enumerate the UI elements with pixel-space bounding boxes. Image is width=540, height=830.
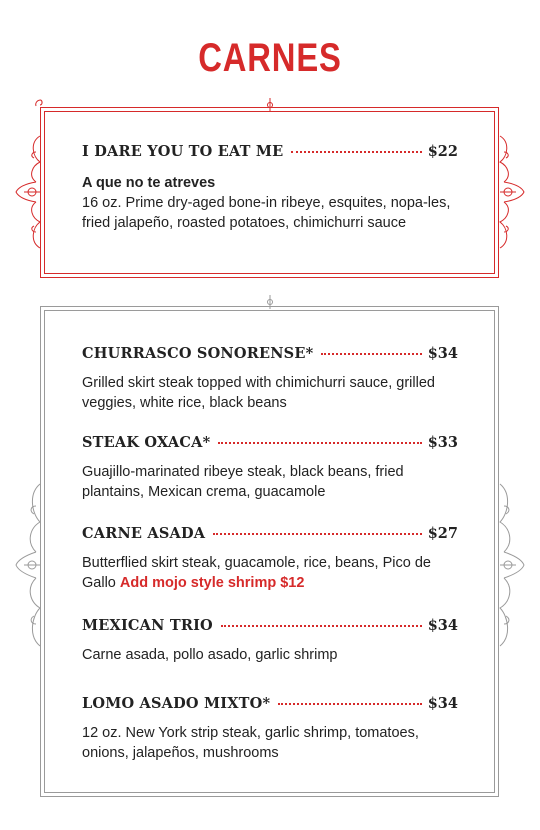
menu-item [82,434,458,502]
item-description: Carne asada, pollo asado, garlic shrimp [82,647,338,663]
item-header [82,617,458,639]
dot-leader [213,533,422,535]
item-name: LOMO ASADO MIXTO* [82,695,271,712]
item-description: 12 oz. New York strip steak, garlic shrimp, tomatoes, onions, jalapeños, mushrooms [82,725,419,761]
menu-item [82,617,458,665]
item-description: 16 oz. Prime dry-aged bone-in ribeye, esquites, nopa-les, fried jalapeño, roasted potatoes, chimichurri sauce [82,195,451,231]
item-name: CHURRASCO SONORENSE* [82,345,314,362]
menu-item [82,345,458,413]
item-description: Grilled skirt steak topped with chimichurri sauce, grilled veggies, white rice, black beans [82,375,435,411]
dot-leader [218,442,421,444]
addon-offer: Add mojo style shrimp $12 [119,575,305,591]
dot-leader [321,353,421,355]
item-header [82,434,458,456]
menu-item [82,525,458,593]
item-description-text: Butterflied skirt steak, guacamole, rice, beans, Pico de Gallo [82,555,431,591]
item-price: $34 [427,345,458,362]
scroll-flourish-icon [10,132,44,252]
scroll-flourish-icon [262,97,278,113]
featured-item [82,143,458,233]
item-name: I DARE YOU TO EAT ME [82,143,284,160]
item-price: $27 [427,525,458,542]
page-title: CARNES [198,36,342,80]
menu-item [82,695,458,763]
scroll-flourish-icon [33,98,49,114]
dot-leader [278,703,421,705]
item-price: $34 [427,695,458,712]
item-price: $33 [427,434,458,451]
item-header [82,695,458,717]
item-name: CARNE ASADA [82,525,206,542]
scroll-flourish-icon [496,132,530,252]
item-description: Guajillo-marinated ribeye steak, black beans, fried plantains, Mexican crema, guacamole [82,464,404,500]
item-name: STEAK OXACA* [82,434,211,451]
item-price: $22 [427,143,458,160]
item-description [82,553,458,593]
item-header [82,143,458,165]
scroll-flourish-icon [10,480,44,650]
item-name: MEXICAN TRIO [82,617,213,634]
item-subtitle: A que no te atreves [82,175,216,191]
item-header [82,525,458,547]
dot-leader [221,625,422,627]
scroll-flourish-icon [262,294,278,310]
item-header [82,345,458,367]
dot-leader [291,151,421,153]
item-price: $34 [427,617,458,634]
scroll-flourish-icon [496,480,530,650]
